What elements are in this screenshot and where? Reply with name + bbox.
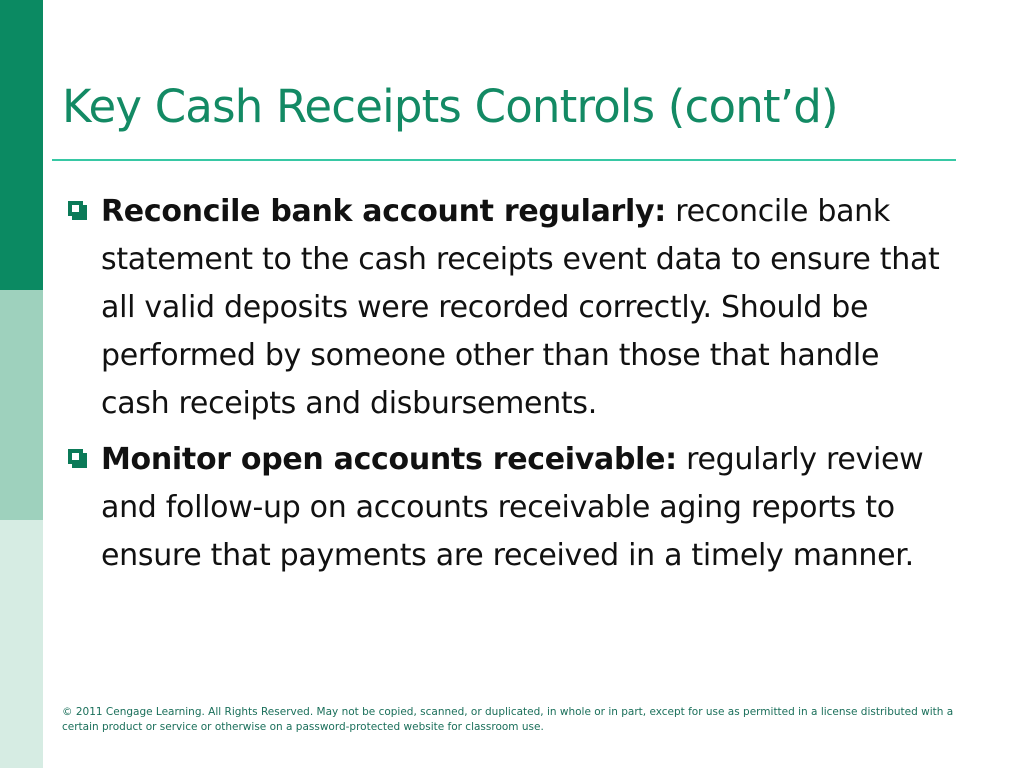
side-accent-bar-light (0, 520, 43, 768)
copyright-footer: © 2011 Cengage Learning. All Rights Reserved. May not be copied, scanned, or duplicated, in whole or in part, except for use as permitted in a license distributed with a certain product or service or otherwise on a password-protected website for classroom use. (62, 706, 954, 733)
bullet-text: reconcile bank statement to the cash receipts event data to ensure that all valid deposits were recorded correctly. Should be performed by someone other than those that handle cash receipts and disbursements. (101, 194, 940, 421)
bullet-term: Monitor open accounts receivable: (101, 442, 677, 477)
side-accent-bar-dark (0, 0, 43, 290)
bullet-term: Reconcile bank account regularly: (101, 194, 666, 229)
bullet-text: regularly review and follow-up on accounts receivable aging reports to ensure that payments are received in a timely manner. (101, 442, 924, 573)
square-bullet-icon (68, 201, 83, 216)
square-bullet-icon (68, 449, 83, 464)
bullet-item-reconcile (66, 188, 946, 428)
bullet-item-monitor (66, 436, 946, 580)
title-divider (52, 159, 956, 161)
bullet-list (66, 188, 946, 588)
slide-title: Key Cash Receipts Controls (cont’d) (62, 80, 838, 133)
side-accent-bar-mid (0, 290, 43, 520)
